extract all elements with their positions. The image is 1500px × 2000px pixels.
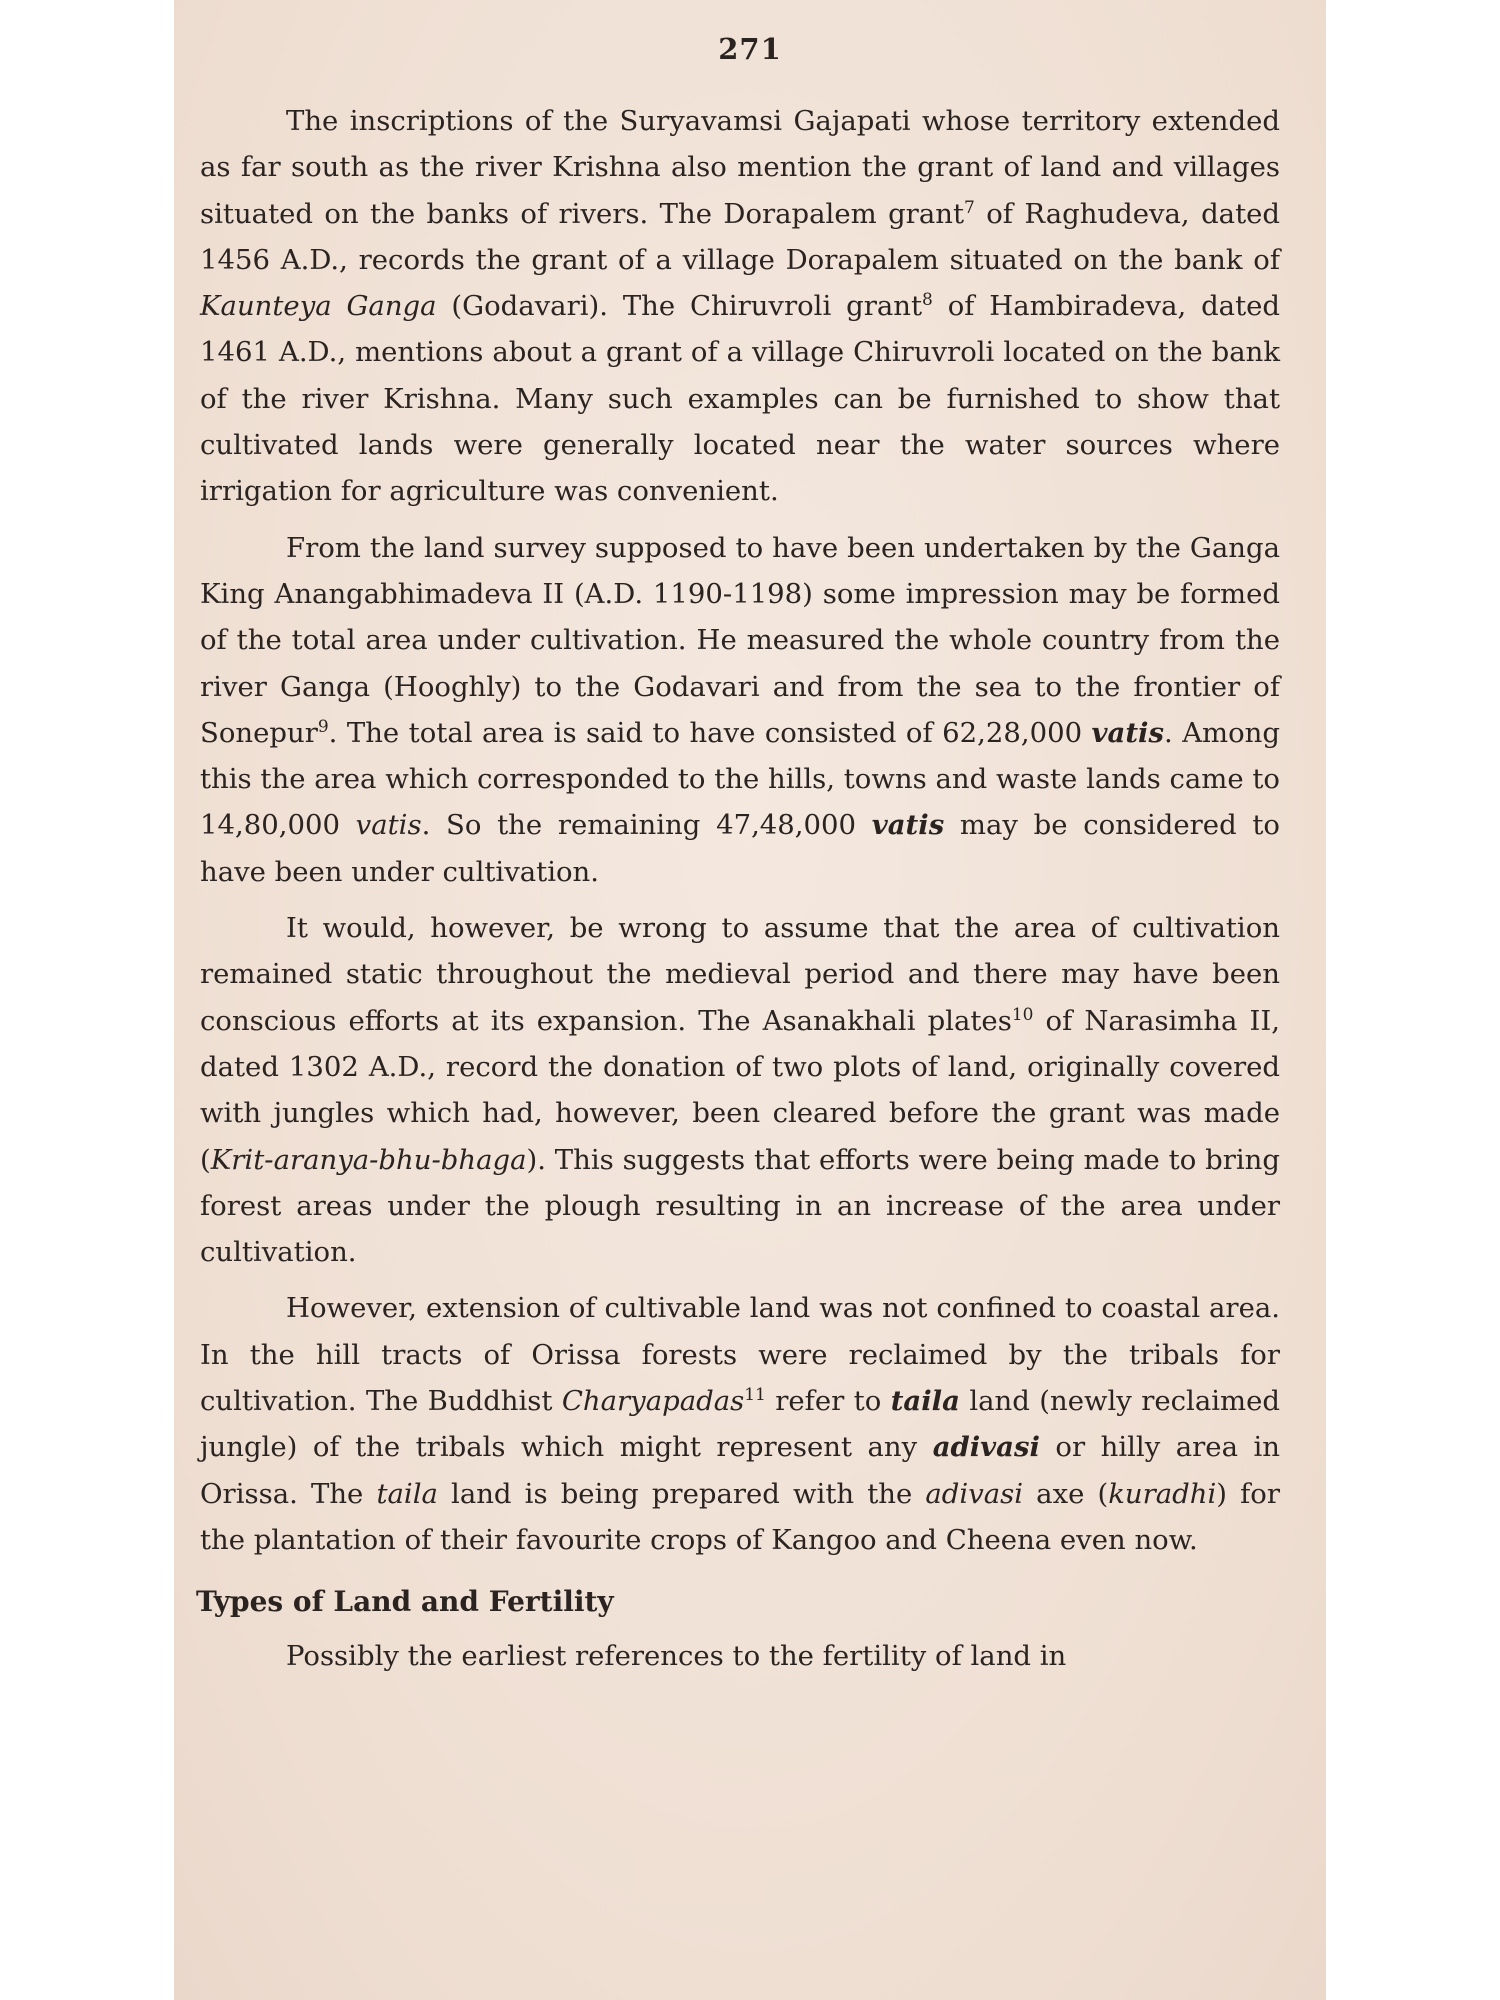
- text-run: refer to: [765, 1385, 891, 1418]
- text-run: of Raghudeva, dated 1456 A.D., records the grant of a village Dorapalem situated on the bank of: [200, 197, 1280, 276]
- text-run: Possibly the earliest references to the fertility of land in: [286, 1640, 1067, 1673]
- text-run: From the land survey supposed to have been undertaken by the Ganga King Anangabhimadeva II (A.D. 1190-1198) some impression may be formed of the total area under cultivation. He measured the whole country from the river Ganga (Hooghly) to the Godavari and from the sea to the frontier of Sonepur: [200, 531, 1280, 749]
- italic-term: adivasi: [925, 1477, 1024, 1510]
- paragraph-hill-tracts: [200, 1285, 1280, 1563]
- footnote-ref: 10: [1011, 1004, 1034, 1025]
- text-run: However, extension of cultivable land was not confined to coastal area. In the hill tracts of Orissa forests were reclaimed by the tribals for cultivation. The Buddhist: [200, 1292, 1280, 1418]
- text-run: . So the remaining 47,48,000: [421, 809, 872, 842]
- text-run: of Narasimha II, dated 1302 A.D., record the donation of two plots of land, originally covered with jungles which had, however, been cleared before the grant was made (: [200, 1004, 1280, 1176]
- text-run: land is being prepared with the: [437, 1477, 926, 1510]
- text-run: may be considered to have been under cultivation.: [200, 809, 1280, 888]
- paragraph-land-survey: [200, 525, 1280, 895]
- italic-term: Krit-aranya-bhu-bhaga: [210, 1143, 527, 1176]
- text-run: The inscriptions of the Suryavamsi Gajapati whose territory extended as far south as the river Krishna also mention the grant of land and villages situated on the banks of rivers. The Dorapalem grant: [200, 105, 1280, 230]
- italic-term: vatis: [355, 809, 422, 842]
- text-run: It would, however, be wrong to assume that the area of cultivation remained static throughout the medieval period and there may have been conscious efforts at its expansion. The Asanakhali plates: [200, 912, 1280, 1037]
- paragraph-inscriptions: [200, 98, 1280, 515]
- italic-term: vatis: [871, 809, 945, 842]
- text-run: . Among this the area which corresponded to the hills, towns and waste lands came to 14,80,000: [200, 716, 1280, 842]
- footnote-ref: 7: [964, 197, 975, 218]
- footnote-ref: 11: [744, 1384, 766, 1405]
- italic-term: taila: [890, 1385, 960, 1418]
- italic-term: Kaunteya Ganga: [200, 290, 437, 323]
- text-run: . The total area is said to have consisted of 62,28,000: [328, 716, 1092, 749]
- italic-term: taila: [376, 1477, 438, 1510]
- text-run: of Hambiradeva, dated 1461 A.D., mentions about a grant of a village Chiruvroli located on the bank of the river Krishna. Many such examples can be furnished to show that cultivated lands were generally located near the water sources where irrigation for agriculture was convenient.: [200, 290, 1280, 508]
- section-heading: Types of Land and Fertility: [196, 1585, 614, 1619]
- paragraph-expansion: [200, 905, 1280, 1275]
- text-run: ) for the plantation of their favourite crops of Kangoo and Cheena even now.: [200, 1477, 1280, 1556]
- italic-term: vatis: [1091, 716, 1164, 749]
- text-run: (Godavari). The Chiruvroli grant: [436, 290, 923, 323]
- text-run: or hilly area in Orissa. The: [200, 1431, 1280, 1510]
- book-page: [174, 0, 1326, 2000]
- italic-term: adivasi: [932, 1431, 1040, 1464]
- paragraph-fertility: [200, 1633, 1280, 1679]
- italic-term: kuradhi: [1108, 1477, 1217, 1510]
- footnote-ref: 8: [922, 290, 933, 311]
- body-text: [196, 98, 1280, 1690]
- text-run: axe (: [1023, 1477, 1109, 1510]
- footnote-ref: 9: [317, 716, 329, 737]
- italic-term: Charyapadas: [561, 1385, 745, 1418]
- text-run: land (newly reclaimed jungle) of the tribals which might represent any: [200, 1385, 1280, 1464]
- page-number: 271: [718, 32, 782, 66]
- text-run: ). This suggests that efforts were being made to bring forest areas under the plough resulting in an increase of the area under cultivation.: [200, 1143, 1280, 1269]
